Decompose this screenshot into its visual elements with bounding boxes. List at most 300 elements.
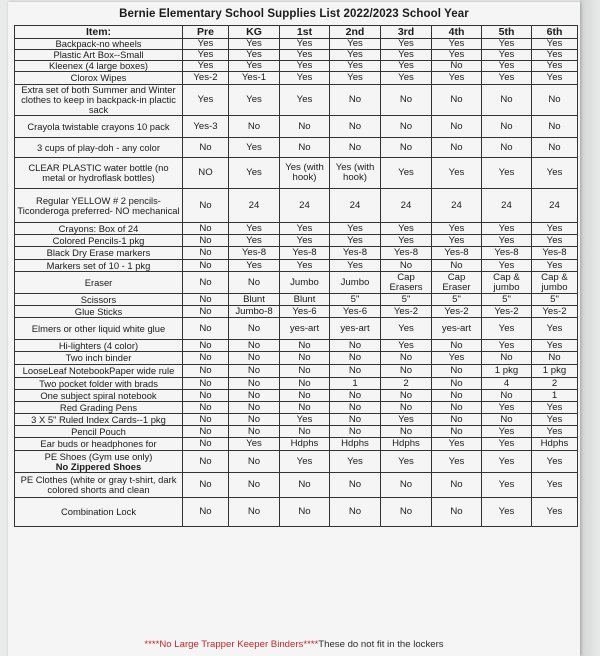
grade-value-cell: No bbox=[183, 402, 229, 414]
grade-value-cell: Yes-8 bbox=[280, 247, 330, 260]
grade-value-cell: Yes bbox=[432, 438, 482, 451]
grade-value-cell: Yes bbox=[330, 61, 381, 72]
table-row bbox=[15, 438, 578, 451]
grade-value-cell: Yes bbox=[330, 260, 381, 272]
grade-value-cell: No bbox=[532, 138, 578, 158]
table-row bbox=[15, 426, 578, 438]
grade-value-cell: No bbox=[280, 390, 330, 402]
grade-value-cell: No bbox=[280, 378, 330, 390]
grade-value-cell: Yes bbox=[532, 318, 578, 340]
grade-value-cell: Yes bbox=[482, 223, 532, 235]
grade-value-cell: No bbox=[280, 116, 330, 138]
grade-value-cell: Yes bbox=[381, 414, 432, 426]
grade-value-cell: No bbox=[330, 498, 381, 527]
grade-value-cell: No bbox=[280, 365, 330, 378]
grade-value-cell: Yes bbox=[432, 451, 482, 473]
grade-value-cell: 24 bbox=[432, 189, 482, 223]
footnote-warning: ****No Large Trapper Keeper Binders**** bbox=[144, 639, 319, 650]
grade-value-cell: No bbox=[183, 378, 229, 390]
grade-value-cell: Yes bbox=[229, 260, 280, 272]
grade-value-cell: No bbox=[330, 414, 381, 426]
grade-value-cell: Yes bbox=[482, 340, 532, 352]
grade-value-cell: Yes bbox=[280, 223, 330, 235]
table-row bbox=[15, 72, 578, 85]
grade-value-cell: Yes bbox=[482, 451, 532, 473]
grade-value-cell: No bbox=[229, 426, 280, 438]
grade-value-cell: Yes bbox=[532, 402, 578, 414]
grade-value-cell: No bbox=[229, 378, 280, 390]
grade-value-cell: Yes-2 bbox=[482, 306, 532, 318]
grade-value-cell: Yes bbox=[482, 61, 532, 72]
footnote bbox=[8, 639, 580, 650]
table-row bbox=[15, 260, 578, 272]
table-row bbox=[15, 247, 578, 260]
header-6th: 6th bbox=[532, 26, 578, 39]
item-name-cell bbox=[15, 451, 183, 473]
grade-value-cell: No bbox=[183, 138, 229, 158]
grade-value-cell: Yes bbox=[280, 39, 330, 50]
grade-value-cell: 24 bbox=[482, 189, 532, 223]
grade-value-cell: No bbox=[482, 390, 532, 402]
item-name-cell: Plastic Art Box--Small bbox=[15, 50, 183, 61]
grade-value-cell: No bbox=[183, 272, 229, 294]
grade-value-cell: No bbox=[183, 390, 229, 402]
grade-value-cell: No bbox=[330, 116, 381, 138]
grade-value-cell: No bbox=[532, 352, 578, 365]
grade-value-cell: Yes bbox=[229, 438, 280, 451]
grade-value-cell: Yes bbox=[482, 72, 532, 85]
grade-value-cell: Hdphs bbox=[330, 438, 381, 451]
grade-value-cell: Yes bbox=[532, 498, 578, 527]
grade-value-cell: No bbox=[330, 352, 381, 365]
grade-value-cell: No bbox=[432, 85, 482, 116]
grade-value-cell: Yes bbox=[482, 50, 532, 61]
grade-value-cell: No bbox=[432, 473, 482, 498]
grade-value-cell: 24 bbox=[280, 189, 330, 223]
grade-value-cell: Yes-6 bbox=[280, 306, 330, 318]
grade-value-cell: No bbox=[183, 318, 229, 340]
grade-value-cell: Yes-6 bbox=[330, 306, 381, 318]
grade-value-cell: No bbox=[183, 306, 229, 318]
item-name-cell: 3 X 5" Ruled Index Cards--1 pkg bbox=[15, 414, 183, 426]
table-row bbox=[15, 306, 578, 318]
table-row bbox=[15, 39, 578, 50]
grade-value-cell: Yes bbox=[432, 235, 482, 247]
grade-value-cell: Yes bbox=[330, 50, 381, 61]
item-name-cell: Extra set of both Summer and Winter clothes to keep in backpack-in plactic sack bbox=[15, 85, 183, 116]
grade-value-cell: No bbox=[432, 402, 482, 414]
grade-value-cell: 4 bbox=[482, 378, 532, 390]
grade-value-cell: No bbox=[532, 85, 578, 116]
item-name-cell: Eraser bbox=[15, 272, 183, 294]
table-row bbox=[15, 365, 578, 378]
page-edge-shadow bbox=[580, 0, 600, 656]
table-row bbox=[15, 223, 578, 235]
grade-value-cell: 5" bbox=[330, 294, 381, 306]
header-item: Item: bbox=[15, 26, 183, 39]
grade-value-cell: No bbox=[183, 438, 229, 451]
grade-value-cell: No bbox=[482, 352, 532, 365]
supplies-list-document bbox=[8, 2, 580, 656]
grade-value-cell: Yes-2 bbox=[183, 72, 229, 85]
grade-value-cell: Jumbo-8 bbox=[229, 306, 280, 318]
grade-value-cell: 2 bbox=[532, 378, 578, 390]
grade-value-cell: Hdphs bbox=[381, 438, 432, 451]
grade-value-cell: Yes bbox=[229, 158, 280, 189]
grade-value-cell: Yes bbox=[532, 451, 578, 473]
item-name-cell: Backpack-no wheels bbox=[15, 39, 183, 50]
grade-value-cell: Yes-8 bbox=[532, 247, 578, 260]
table-row bbox=[15, 235, 578, 247]
grade-value-cell: Yes bbox=[432, 50, 482, 61]
grade-value-cell: Yes bbox=[330, 223, 381, 235]
grade-value-cell: No bbox=[432, 116, 482, 138]
table-row bbox=[15, 158, 578, 189]
item-name-cell: Hi-lighters (4 color) bbox=[15, 340, 183, 352]
grade-value-cell: No bbox=[280, 473, 330, 498]
grade-value-cell: No bbox=[482, 414, 532, 426]
grade-value-cell: Yes bbox=[229, 235, 280, 247]
grade-value-cell: Yes bbox=[229, 85, 280, 116]
grade-value-cell: Yes bbox=[381, 318, 432, 340]
item-name-cell: CLEAR PLASTIC water bottle (no metal or hydroflask bottles) bbox=[15, 158, 183, 189]
grade-value-cell: No bbox=[183, 473, 229, 498]
item-name-cell: PE Clothes (white or gray t-shirt, dark colored shorts and clean bbox=[15, 473, 183, 498]
item-name-cell: Ear buds or headphones for bbox=[15, 438, 183, 451]
grade-value-cell: Yes (with hook) bbox=[280, 158, 330, 189]
grade-value-cell: No bbox=[280, 340, 330, 352]
grade-value-cell: No bbox=[532, 116, 578, 138]
grade-value-cell: No bbox=[381, 365, 432, 378]
table-row bbox=[15, 378, 578, 390]
grade-value-cell: No bbox=[432, 61, 482, 72]
grade-value-cell: Yes-8 bbox=[229, 247, 280, 260]
grade-value-cell: Yes-8 bbox=[432, 247, 482, 260]
table-row bbox=[15, 340, 578, 352]
grade-value-cell: Yes bbox=[482, 473, 532, 498]
grade-value-cell: Yes bbox=[381, 451, 432, 473]
grade-value-cell: Yes bbox=[280, 235, 330, 247]
grade-value-cell: Yes bbox=[280, 85, 330, 116]
grade-value-cell: Yes-8 bbox=[330, 247, 381, 260]
grade-value-cell: Yes bbox=[482, 318, 532, 340]
grade-value-cell: Yes bbox=[381, 235, 432, 247]
grade-value-cell: Yes bbox=[330, 39, 381, 50]
grade-value-cell: Yes bbox=[183, 61, 229, 72]
grade-value-cell: Yes bbox=[532, 61, 578, 72]
header-row bbox=[15, 26, 578, 39]
grade-value-cell: No bbox=[330, 138, 381, 158]
grade-value-cell: Yes bbox=[432, 39, 482, 50]
grade-value-cell: No bbox=[330, 85, 381, 116]
item-name-cell: Colored Pencils-1 pkg bbox=[15, 235, 183, 247]
item-name-cell: LooseLeaf NotebookPaper wide rule bbox=[15, 365, 183, 378]
table-row bbox=[15, 189, 578, 223]
table-row bbox=[15, 402, 578, 414]
grade-value-cell: No bbox=[432, 426, 482, 438]
grade-value-cell: Yes bbox=[532, 260, 578, 272]
grade-value-cell: Yes bbox=[229, 61, 280, 72]
grade-value-cell: Yes bbox=[482, 498, 532, 527]
grade-value-cell: Yes bbox=[280, 451, 330, 473]
grade-value-cell: No bbox=[280, 402, 330, 414]
grade-value-cell: Yes bbox=[482, 426, 532, 438]
grade-value-cell: Yes bbox=[381, 39, 432, 50]
table-row bbox=[15, 390, 578, 402]
grade-value-cell: 1 pkg bbox=[482, 365, 532, 378]
item-name-cell: Elmers or other liquid white glue bbox=[15, 318, 183, 340]
grade-value-cell: No bbox=[381, 352, 432, 365]
grade-value-cell: NO bbox=[183, 158, 229, 189]
supplies-table bbox=[14, 25, 578, 527]
grade-value-cell: No bbox=[330, 365, 381, 378]
item-name-cell: Regular YELLOW # 2 pencils-Ticonderoga preferred- NO mechanical bbox=[15, 189, 183, 223]
grade-value-cell: No bbox=[432, 498, 482, 527]
grade-value-cell: Yes bbox=[381, 158, 432, 189]
grade-value-cell: No bbox=[229, 451, 280, 473]
grade-value-cell: No bbox=[482, 85, 532, 116]
grade-value-cell: No bbox=[229, 340, 280, 352]
grade-value-cell: 1 bbox=[330, 378, 381, 390]
grade-value-cell: No bbox=[183, 247, 229, 260]
grade-value-cell: 24 bbox=[330, 189, 381, 223]
grade-value-cell: No bbox=[381, 498, 432, 527]
header-5th: 5th bbox=[482, 26, 532, 39]
grade-value-cell: Yes bbox=[482, 235, 532, 247]
grade-value-cell: Yes bbox=[280, 260, 330, 272]
header-3rd: 3rd bbox=[381, 26, 432, 39]
grade-value-cell: No bbox=[330, 402, 381, 414]
grade-value-cell: No bbox=[229, 390, 280, 402]
table-row bbox=[15, 116, 578, 138]
header-pre: Pre bbox=[183, 26, 229, 39]
grade-value-cell: Yes-8 bbox=[381, 247, 432, 260]
table-row bbox=[15, 414, 578, 426]
grade-value-cell: Yes-2 bbox=[432, 306, 482, 318]
grade-value-cell: Hdphs bbox=[532, 438, 578, 451]
grade-value-cell: yes-art bbox=[330, 318, 381, 340]
grade-value-cell: 1 bbox=[532, 390, 578, 402]
grade-value-cell: Yes bbox=[381, 340, 432, 352]
table-row bbox=[15, 138, 578, 158]
grade-value-cell: Hdphs bbox=[280, 438, 330, 451]
grade-value-cell: Yes bbox=[532, 158, 578, 189]
item-name-cell: 3 cups of play-doh - any color bbox=[15, 138, 183, 158]
item-name-cell: Two inch binder bbox=[15, 352, 183, 365]
grade-value-cell: No bbox=[229, 318, 280, 340]
document-title: Bernie Elementary School Supplies List 2022/2023 School Year bbox=[119, 8, 469, 20]
grade-value-cell: No bbox=[280, 426, 330, 438]
grade-value-cell: Yes bbox=[330, 235, 381, 247]
item-name-cell: Pencil Pouch bbox=[15, 426, 183, 438]
grade-value-cell: No bbox=[432, 260, 482, 272]
grade-value-cell: Yes bbox=[280, 414, 330, 426]
grade-value-cell: No bbox=[381, 473, 432, 498]
grade-value-cell: 2 bbox=[381, 378, 432, 390]
grade-value-cell: No bbox=[229, 498, 280, 527]
grade-value-cell: No bbox=[381, 116, 432, 138]
grade-value-cell: No bbox=[482, 138, 532, 158]
table-row bbox=[15, 61, 578, 72]
grade-value-cell: Yes bbox=[183, 50, 229, 61]
grade-value-cell: Yes bbox=[381, 223, 432, 235]
item-name-cell: Clorox Wipes bbox=[15, 72, 183, 85]
table-row bbox=[15, 272, 578, 294]
grade-value-cell: No bbox=[183, 189, 229, 223]
grade-value-cell: yes-art bbox=[432, 318, 482, 340]
grade-value-cell: Yes bbox=[229, 50, 280, 61]
grade-value-cell: No bbox=[183, 223, 229, 235]
grade-value-cell: No bbox=[432, 340, 482, 352]
grade-value-cell: Yes bbox=[532, 473, 578, 498]
grade-value-cell: Yes bbox=[532, 72, 578, 85]
header-kg: KG bbox=[229, 26, 280, 39]
grade-value-cell: No bbox=[183, 365, 229, 378]
grade-value-cell: Yes bbox=[532, 39, 578, 50]
grade-value-cell: Yes bbox=[280, 72, 330, 85]
grade-value-cell: Yes bbox=[183, 85, 229, 116]
grade-value-cell: No bbox=[381, 426, 432, 438]
grade-value-cell: No bbox=[330, 390, 381, 402]
grade-value-cell: No bbox=[381, 402, 432, 414]
grade-value-cell: Yes bbox=[183, 39, 229, 50]
grade-value-cell: No bbox=[183, 451, 229, 473]
grade-value-cell: Yes bbox=[532, 223, 578, 235]
grade-value-cell: Yes bbox=[482, 402, 532, 414]
grade-value-cell: No bbox=[381, 390, 432, 402]
grade-value-cell: Yes-2 bbox=[381, 306, 432, 318]
grade-value-cell: Yes bbox=[229, 138, 280, 158]
grade-value-cell: No bbox=[381, 138, 432, 158]
grade-value-cell: Yes bbox=[482, 438, 532, 451]
grade-value-cell: Cap & jumbo bbox=[532, 272, 578, 294]
grade-value-cell: No bbox=[229, 414, 280, 426]
grade-value-cell: No bbox=[280, 352, 330, 365]
grade-value-cell: Yes bbox=[532, 50, 578, 61]
grade-value-cell: 5" bbox=[482, 294, 532, 306]
grade-value-cell: No bbox=[280, 498, 330, 527]
grade-value-cell: No bbox=[381, 260, 432, 272]
grade-value-cell: Yes bbox=[432, 223, 482, 235]
grade-value-cell: 5" bbox=[381, 294, 432, 306]
grade-value-cell: Yes-2 bbox=[532, 306, 578, 318]
table-row bbox=[15, 50, 578, 61]
grade-value-cell: Yes bbox=[532, 235, 578, 247]
grade-value-cell: Yes bbox=[532, 426, 578, 438]
grade-value-cell: No bbox=[183, 260, 229, 272]
item-name-cell: Kleenex (4 large boxes) bbox=[15, 61, 183, 72]
grade-value-cell: Yes (with hook) bbox=[330, 158, 381, 189]
grade-value-cell: No bbox=[280, 138, 330, 158]
item-name-cell: Crayons: Box of 24 bbox=[15, 223, 183, 235]
item-name-cell: Black Dry Erase markers bbox=[15, 247, 183, 260]
grade-value-cell: No bbox=[229, 352, 280, 365]
item-name-emphasis: No Zippered Shoes bbox=[55, 460, 142, 472]
grade-value-cell: Yes bbox=[280, 61, 330, 72]
item-name-cell: Scissors bbox=[15, 294, 183, 306]
grade-value-cell: No bbox=[183, 340, 229, 352]
table-row bbox=[15, 294, 578, 306]
grade-value-cell: Cap & jumbo bbox=[482, 272, 532, 294]
table-row bbox=[15, 498, 578, 527]
table-row bbox=[15, 451, 578, 473]
item-name-cell: One subject spiral notebook bbox=[15, 390, 183, 402]
grade-value-cell: No bbox=[183, 414, 229, 426]
grade-value-cell: Yes bbox=[381, 50, 432, 61]
grade-value-cell: No bbox=[229, 116, 280, 138]
grade-value-cell: No bbox=[482, 116, 532, 138]
grade-value-cell: No bbox=[432, 138, 482, 158]
grade-value-cell: No bbox=[229, 272, 280, 294]
item-name-cell: Red Grading Pens bbox=[15, 402, 183, 414]
item-name-cell: Glue Sticks bbox=[15, 306, 183, 318]
header-4th: 4th bbox=[432, 26, 482, 39]
grade-value-cell: Yes bbox=[432, 352, 482, 365]
grade-value-cell: Yes bbox=[330, 72, 381, 85]
grade-value-cell: No bbox=[229, 402, 280, 414]
grade-value-cell: No bbox=[330, 340, 381, 352]
grade-value-cell: No bbox=[229, 365, 280, 378]
grade-value-cell: Yes bbox=[229, 223, 280, 235]
item-name-cell: Crayola twistable crayons 10 pack bbox=[15, 116, 183, 138]
grade-value-cell: Yes bbox=[381, 72, 432, 85]
grade-value-cell: Yes-3 bbox=[183, 116, 229, 138]
grade-value-cell: No bbox=[432, 414, 482, 426]
table-row bbox=[15, 352, 578, 365]
grade-value-cell: 1 pkg bbox=[532, 365, 578, 378]
grade-value-cell: Cap Erasers bbox=[381, 272, 432, 294]
item-name-cell: Combination Lock bbox=[15, 498, 183, 527]
grade-value-cell: No bbox=[229, 473, 280, 498]
grade-value-cell: Blunt bbox=[229, 294, 280, 306]
grade-value-cell: Jumbo bbox=[280, 272, 330, 294]
grade-value-cell: No bbox=[183, 352, 229, 365]
grade-value-cell: No bbox=[183, 498, 229, 527]
item-name-cell: Markers set of 10 - 1 pkg bbox=[15, 260, 183, 272]
grade-value-cell: Yes bbox=[229, 39, 280, 50]
grade-value-cell: 24 bbox=[532, 189, 578, 223]
grade-value-cell: No bbox=[432, 378, 482, 390]
grade-value-cell: 24 bbox=[229, 189, 280, 223]
grade-value-cell: Yes bbox=[280, 50, 330, 61]
grade-value-cell: 24 bbox=[381, 189, 432, 223]
grade-value-cell: 5" bbox=[532, 294, 578, 306]
grade-value-cell: Yes bbox=[432, 72, 482, 85]
header-1st: 1st bbox=[280, 26, 330, 39]
item-name-cell: Two pocket folder with brads bbox=[15, 378, 183, 390]
grade-value-cell: Yes-8 bbox=[482, 247, 532, 260]
table-row bbox=[15, 85, 578, 116]
grade-value-cell: Yes bbox=[532, 414, 578, 426]
grade-value-cell: No bbox=[432, 365, 482, 378]
grade-value-cell: Yes bbox=[330, 451, 381, 473]
grade-value-cell: No bbox=[432, 390, 482, 402]
grade-value-cell: Yes bbox=[432, 158, 482, 189]
grade-value-cell: Yes bbox=[482, 158, 532, 189]
grade-value-cell: Yes-1 bbox=[229, 72, 280, 85]
grade-value-cell: No bbox=[330, 426, 381, 438]
grade-value-cell: No bbox=[183, 294, 229, 306]
grade-value-cell: No bbox=[381, 85, 432, 116]
grade-value-cell: Yes bbox=[532, 340, 578, 352]
grade-value-cell: Cap Eraser bbox=[432, 272, 482, 294]
grade-value-cell: Yes bbox=[381, 61, 432, 72]
table-row bbox=[15, 318, 578, 340]
grade-value-cell: No bbox=[183, 426, 229, 438]
grade-value-cell: No bbox=[330, 473, 381, 498]
grade-value-cell: Blunt bbox=[280, 294, 330, 306]
grade-value-cell: yes-art bbox=[280, 318, 330, 340]
